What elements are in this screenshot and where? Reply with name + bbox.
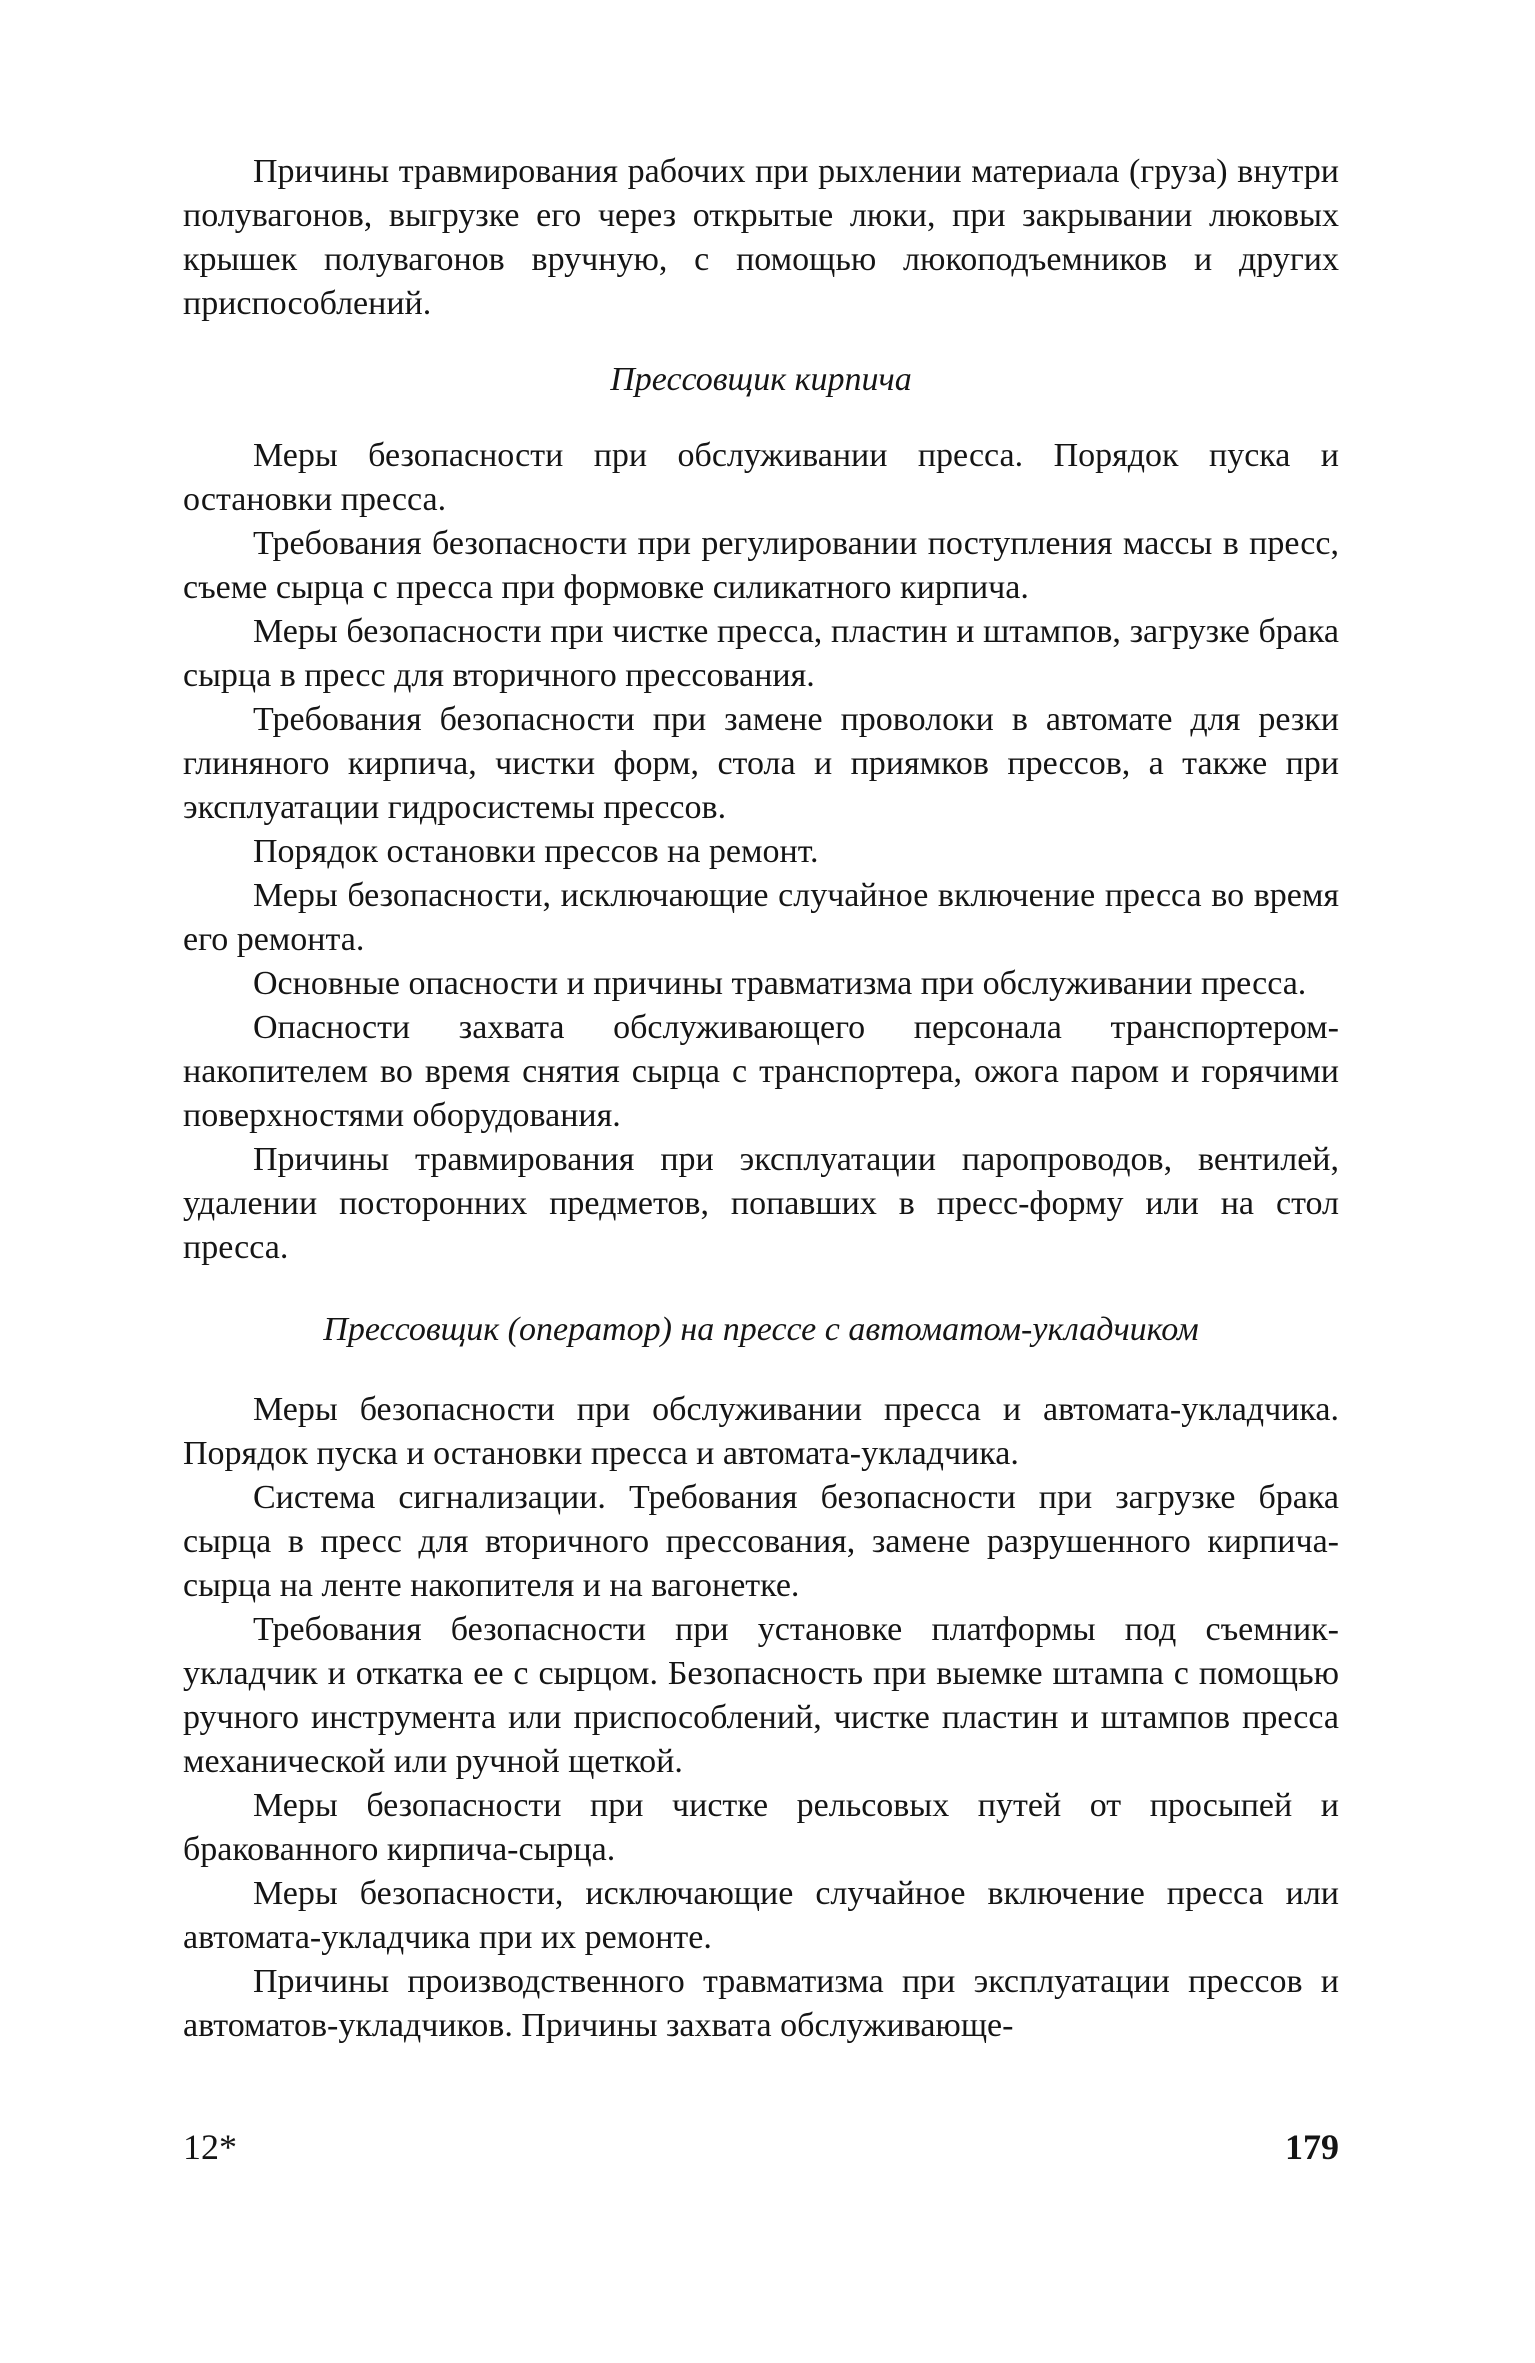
paragraph: Причины производственного травматизма при эксплуатации прессов и автоматов-укладчиков. Причины захвата обслуживающе- [183,1963,1339,2044]
page-body [183,150,1339,2048]
paragraph: Порядок остановки прессов на ремонт. [253,833,819,870]
paragraph: Требования безопасности при замене проволоки в автомате для резки глиняного кирпича, чистки форм, стола и приямков прессов, а также при эксплуатации гидросистемы прессов. [183,701,1339,826]
paragraph: Меры безопасности, исключающие случайное включение пресса или автомата-укладчика при их ремонте. [183,1875,1339,1956]
section-heading-press-operator: Прессовщик кирпича [610,361,912,398]
paragraph: Система сигнализации. Требования безопасности при загрузке брака сырца в пресс для вторичного прессования, замене разрушенного кирпича-сырца на ленте накопителя и на вагонетке. [183,1479,1339,1604]
paragraph: Меры безопасности при чистке рельсовых путей от просыпей и бракованного кирпича-сырца. [183,1787,1339,1868]
paragraph: Требования безопасности при регулировании поступления массы в пресс, съеме сырца с пресса при формовке силикатного кирпича. [183,525,1339,606]
paragraph: Требования безопасности при установке платформы под съемник-укладчик и откатка ее с сырцом. Безопасность при выемке штампа с помощью ручного инструмента или приспособлений, чистке пластин и штампов пресса механической или ручной щеткой. [183,1611,1339,1780]
paragraph: Основные опасности и причины травматизма при обслуживании пресса. [253,965,1307,1002]
section-press-operator-auto-stacker [183,1388,1339,2048]
paragraph: Меры безопасности при обслуживании пресса. Порядок пуска и остановки пресса. [183,437,1339,518]
paragraph: Меры безопасности при чистке пресса, пластин и штампов, загрузке брака сырца в пресс для вторичного прессования. [183,613,1339,694]
section-press-operator [183,434,1339,1270]
intro-paragraph: Причины травмирования рабочих при рыхлении материала (груза) внутри полувагонов, выгрузке его через открытые люки, при закрывании люковых крышек полувагонов вручную, с помощью люкоподъемников и других приспособлений. [183,153,1339,322]
page-number: 179 [1285,2127,1339,2167]
section-heading-press-operator-auto-stacker: Прессовщик (оператор) на прессе с автоматом-укладчиком [323,1311,1199,1348]
paragraph: Меры безопасности, исключающие случайное включение пресса во время его ремонта. [183,877,1339,958]
paragraph: Опасности захвата обслуживающего персонала транспортером-накопителем во время снятия сырца с транспортера, ожога паром и горячими поверхностями оборудования. [183,1009,1339,1134]
paragraph: Причины травмирования при эксплуатации паропроводов, вентилей, удалении посторонних предметов, попавших в пресс-форму или на стол пресса. [183,1141,1339,1266]
signature-mark: 12* [183,2127,237,2167]
paragraph: Меры безопасности при обслуживании пресса и автомата-укладчика. Порядок пуска и остановки пресса и автомата-укладчика. [183,1391,1339,1472]
